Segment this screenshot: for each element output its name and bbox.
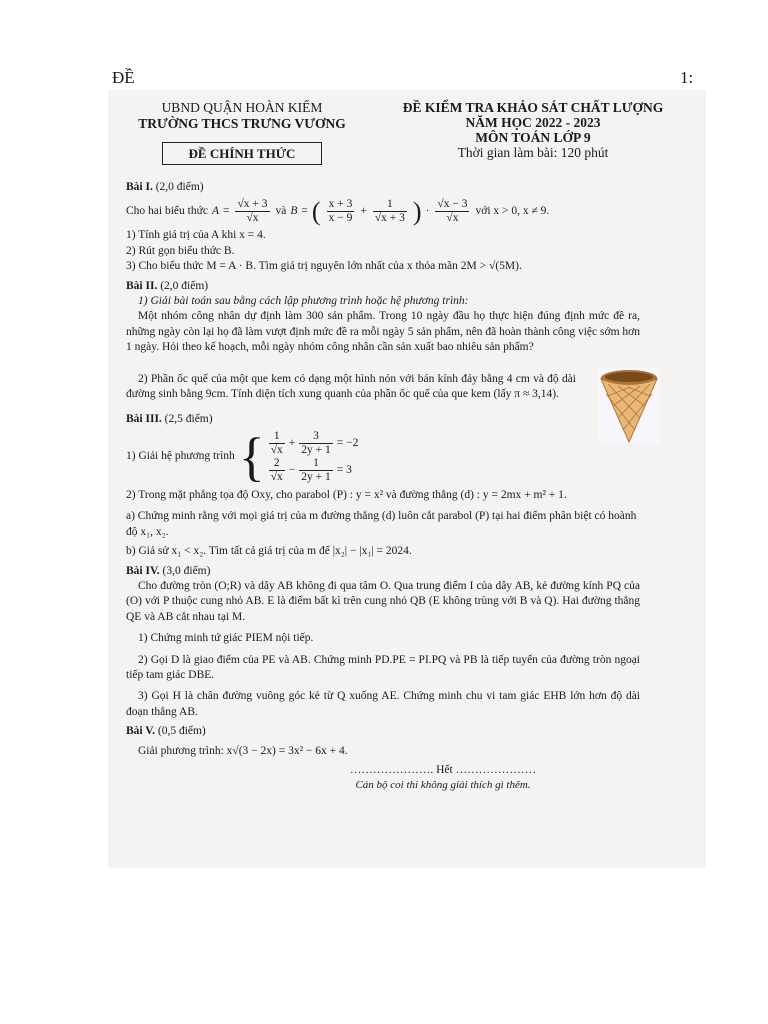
bai1-q3: 3) Cho biểu thức M = A · B. Tìm giá trị nguyên lớn nhất của x thỏa mãn 2M > √(5M). — [126, 260, 522, 273]
bai2-problem2: 2) Phần ốc quế của một que kem có dạng một hình nón với bán kính đáy bằng 4 cm và độ dài đường sinh bằng 9cm. Tính diện tích xung quanh của phần ốc quế của que kem (lấy π ≈ 3,14). — [126, 372, 576, 401]
bai5-title: Bài V. (0,5 điểm) — [126, 725, 206, 738]
duration: Thời gian làm bài: 120 phút — [457, 145, 609, 160]
exam-header — [122, 100, 692, 170]
bai4-title: Bài IV. (3,0 điểm) — [126, 564, 211, 577]
end-marker: …………………. Hết ………………… — [349, 763, 537, 776]
school-name: TRƯỜNG THCS TRƯNG VƯƠNG — [138, 116, 346, 131]
bai5-question: Giải phương trình: x√(3 − 2x) = 3x² − 6x + 4. — [138, 744, 348, 757]
bai1-q2: 2) Rút gọn biểu thức B. — [126, 244, 235, 257]
bai3-title: Bài III. (2,5 điểm) — [126, 413, 213, 426]
bai3-qa: a) Chứng minh rằng với mọi giá trị của m đường thẳng (d) luôn cắt parabol (P) tại hai điểm phân biệt có hoành độ x₁, x₂. — [126, 510, 637, 538]
exam-content — [126, 176, 640, 794]
frac-B3: $\frac{√x - 3}{√x}$ — [437, 198, 468, 225]
bai4-q3: 3) Gọi H là chân đường vuông góc kẻ từ Q xuống AE. Chứng minh chu vi tam giác EHB lớn hơn độ dài đoạn thẳng AB. — [126, 690, 640, 718]
bai1-title: Bài I. (2,0 điểm) — [126, 181, 204, 193]
school-year: NĂM HỌC 2022 - 2023 — [465, 115, 601, 130]
page-label-left: ĐỀ — [112, 68, 135, 87]
exam-title-block — [374, 100, 692, 160]
proctor-note: Cán bộ coi thi không giải thích gì thêm. — [355, 779, 531, 792]
frac-B2: $\frac{1}{√x + 3}$ — [374, 198, 405, 225]
equation-system: { $\frac{1}{√x}$ + $\frac{3}{2y + 1}$ = −2 $\frac{2}{√x}$ − $\frac{1}{2y + 1}$ = 3 — [238, 426, 359, 487]
bai4-problem: Cho đường tròn (O;R) và dây AB không đi qua tâm O. Qua trung điểm I của dây AB, kẻ đường kính PQ của (O) với P thuộc cung nhỏ AB. E là điểm bất kì trên cung nhỏ QB (E không trùng với B và Q). Hai đường thẳng QE và AB cắt nhau tại M. — [126, 579, 640, 623]
subject: MÔN TOÁN LỚP 9 — [475, 130, 591, 145]
page-label-right: 1: — [680, 68, 694, 87]
bai1-intro: Cho hai biểu thức — [126, 205, 208, 218]
bai1-condition: với x > 0, x ≠ 9. — [475, 205, 550, 218]
frac-B1: $\frac{x + 3}{x - 9}$ — [328, 198, 353, 225]
cone-icon — [598, 368, 660, 444]
bai3-system — [126, 426, 640, 487]
and-text: và — [275, 205, 287, 218]
bai3-qb: b) Giả sử x₁ < x₂. Tìm tất cả giá trị của m để |x₂| − |x₁| = 2024. — [126, 545, 412, 558]
exam-title: ĐỀ KIỂM TRA KHẢO SÁT CHẤT LƯỢNG — [402, 100, 664, 115]
bai3-q1: 1) Giải hệ phương trình — [126, 450, 235, 463]
official-box: ĐỀ CHÍNH THỨC — [162, 142, 322, 165]
bai2-title: Bài II. (2,0 điểm) — [126, 279, 209, 292]
bai3-q2: 2) Trong mặt phẳng tọa độ Oxy, cho parabol (P) : y = x² và đường thẳng (d) : y = 2mx + m² + 1. — [126, 488, 567, 501]
bai1-expressions: Cho hai biểu thức A = $\frac{√x + 3}{√x}$ và B = ( $\frac{x + 3}{x - 9}$ + $\frac{1}{√x + 3}$ ) · $\frac{√x - 3}{√x}$ với x > 0, x ≠ 9. — [126, 197, 550, 227]
bai1-q1: 1) Tính giá trị của A khi x = 4. — [126, 229, 266, 242]
school-block — [122, 100, 362, 165]
bai4-q1: 1) Chứng minh tứ giác PIEM nội tiếp. — [138, 632, 314, 645]
bai2-problem1: Một nhóm công nhân dự định làm 300 sản phẩm. Trong 10 ngày đầu họ thực hiện đúng định mức đề ra, những ngày còn lại họ đã làm vượt định mức đề ra mỗi ngày 5 sản phẩm, nên đã hoàn thành công việc sớm hơn 1 ngày. Hỏi theo kế hoạch, mỗi ngày nhóm công nhân cần sản xuất bao nhiêu sản phẩm? — [126, 310, 640, 354]
frac-A: $\frac{√x + 3}{√x}$ — [237, 198, 268, 225]
bai2-sub1: 1) Giải bài toán sau bằng cách lập phương trình hoặc hệ phương trình: — [138, 295, 469, 308]
ice-cream-cone-image — [598, 368, 660, 444]
district-name: UBND QUẬN HOÀN KIẾM — [161, 100, 323, 115]
bai4-q2: 2) Gọi D là giao điểm của PE và AB. Chứng minh PD.PE = PI.PQ và PB là tiếp tuyến của đường tròn ngoại tiếp tam giác DBE. — [126, 653, 640, 681]
